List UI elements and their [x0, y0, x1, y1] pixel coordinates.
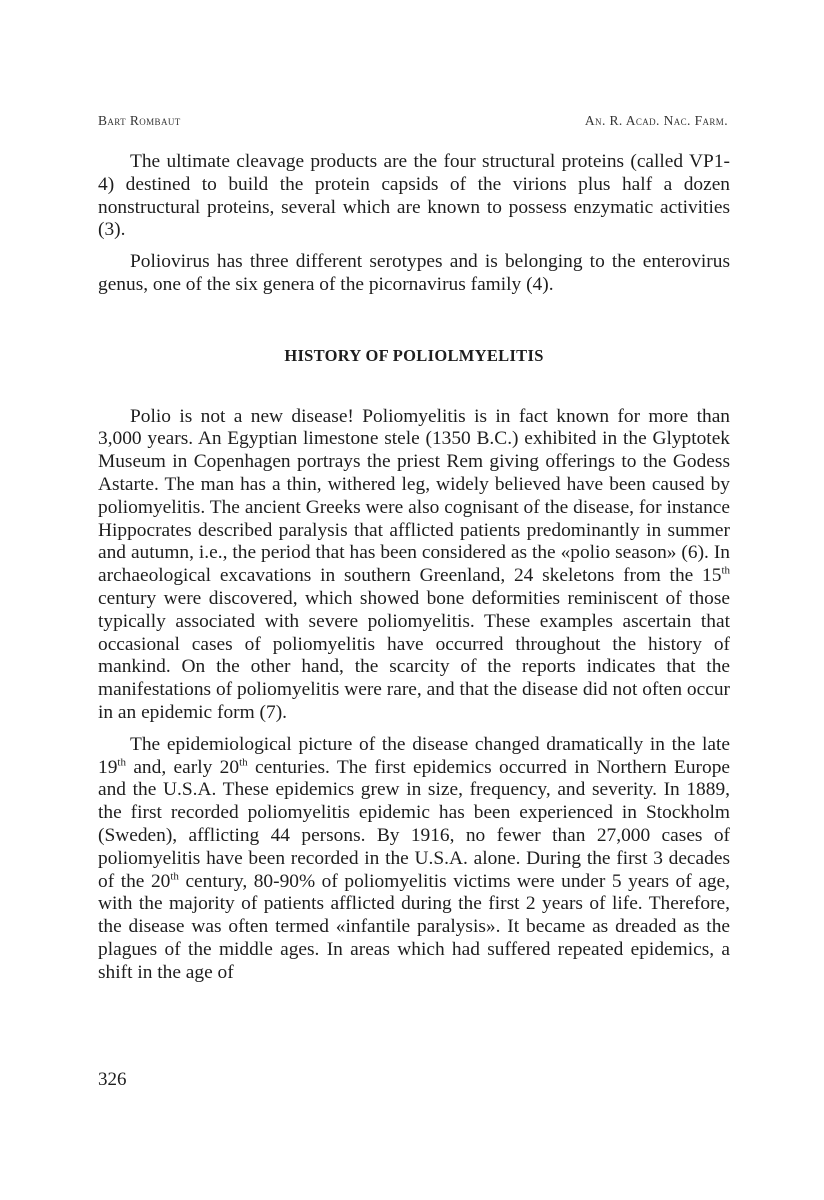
superscript-th: th — [170, 870, 179, 883]
paragraph-history-text-1: Polio is not a new disease! Poliomyelitis is in fact known for more than 3,000 years. An Egyptian limestone stele (1350 B.C.) exhibited in the Glyptotek Museum in Copenhagen portrays the priest Rem giving offerings to the Godess Astarte. The man has a thin, withered leg, widely believed have been caused by poliomyelitis. The ancient Greeks were also cognisant of the disease, for instance Hippocrates described paralysis that afflicted patients predominantly in summer and autumn, i.e., the period that has been considered as the «polio season» (6). In archaeological excavations in southern Greenland, 24 skeletons from the 15 — [98, 405, 730, 587]
header-journal: An. R. Acad. Nac. Farm. — [584, 113, 728, 128]
paragraph-serotypes: Poliovirus has three different serotypes and is belonging to the enterovirus genus, one of the six genera of the picornavirus family (4). — [98, 251, 730, 295]
paragraph-epidemiology-text-2: and, early 20 — [125, 756, 240, 778]
paragraph-cleavage-products: The ultimate cleavage products are the four structural proteins (called VP1-4) destined to build the protein capsids of the virions plus half a dozen nonstructural proteins, several which are known to possess enzymatic activities (3). — [98, 151, 730, 241]
paragraph-epidemiology — [98, 734, 730, 985]
paragraph-history-text-2: century were discovered, which showed bone deformities reminiscent of those typically associated with severe poliomyelitis. These examples ascertain that occasional cases of poliomyelitis have occurred throughout the history of mankind. On the other hand, the scarcity of the reports indicates that the manifestations of poliomyelitis were rare, and that the disease did not often occur in an epidemic form (7). — [98, 587, 730, 723]
section-heading: HISTORY OF POLIOLMYELITIS — [284, 345, 544, 365]
superscript-th: th — [117, 756, 126, 769]
paragraph-epidemiology-text-4: century, 80-90% of poliomyelitis victims were under 5 years of age, with the majority of patients afflicted during the first 2 years of life. Therefore, the disease was often termed «infantile paralysis». It became as dreaded as the plagues of the middle ages. In areas which had suffered repeated epidemics, a shift in the age of — [98, 870, 730, 983]
paragraph-history — [98, 406, 730, 725]
paragraph-epidemiology-text-1: The epidemiological picture of the disease changed dramatically in the late 19 — [98, 733, 730, 778]
body-text — [98, 151, 730, 985]
superscript-th: th — [721, 564, 730, 577]
superscript-th: th — [239, 756, 248, 769]
running-header — [98, 113, 728, 133]
header-author: Bart Rombaut — [98, 113, 181, 128]
page-number: 326 — [98, 1069, 127, 1090]
paragraph-epidemiology-text-3: centuries. The first epidemics occurred in Northern Europe and the U.S.A. These epidemics grew in size, frequency, and severity. In 1889, the first recorded poliomyelitis epidemic has been experienced in Stockholm (Sweden), afflicting 44 persons. By 1916, no fewer than 27,000 cases of poliomyelitis have been recorded in the U.S.A. alone. During the first 3 decades of the 20 — [98, 756, 731, 892]
